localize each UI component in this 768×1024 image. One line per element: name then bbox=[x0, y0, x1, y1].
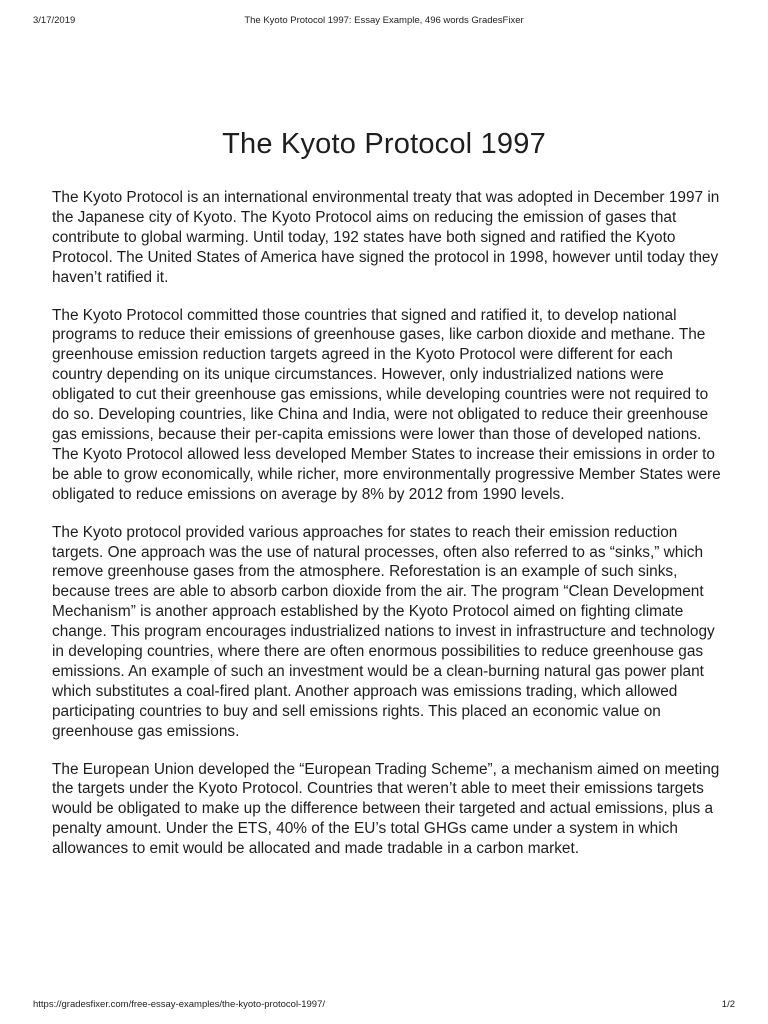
essay-body bbox=[52, 188, 722, 877]
essay-paragraph: The Kyoto protocol provided various approaches for states to reach their emission reduction targets. One approach was the use of natural processes, often also referred to as “sinks,” which remove greenhouse gases from the atmosphere. Reforestation is an example of such sinks, because trees are able to absorb carbon dioxide from the air. The program “Clean Development Mechanism” is another approach established by the Kyoto Protocol aimed on fighting climate change. This program encourages industrialized nations to invest in infrastructure and technology in developing countries, where there are often enormous possibilities to reduce greenhouse gas emissions. An example of such an investment would be a clean-burning natural gas power plant which substitutes a coal-fired plant. Another approach was emissions trading, which allowed participating countries to buy and sell emissions rights. This placed an economic value on greenhouse gas emissions. bbox=[52, 523, 715, 740]
page-number: 1/2 bbox=[721, 999, 735, 1010]
source-url: https://gradesfixer.com/free-essay-examples/the-kyoto-protocol-1997/ bbox=[33, 999, 325, 1010]
print-header bbox=[33, 14, 735, 28]
page-title: The Kyoto Protocol 1997 bbox=[222, 128, 546, 160]
print-date: 3/17/2019 bbox=[33, 15, 76, 26]
essay-paragraph: The Kyoto Protocol is an international environmental treaty that was adopted in December 1997 in the Japanese city of Kyoto. The Kyoto Protocol aims on reducing the emission of gases that contribute to global warming. Until today, 192 states have both signed and ratified the Kyoto Protocol. The United States of America have signed the protocol in 1998, however until today they haven’t ratified it. bbox=[52, 189, 720, 286]
print-footer bbox=[33, 998, 735, 1012]
essay-paragraph: The Kyoto Protocol committed those countries that signed and ratified it, to develop national programs to reduce their emissions of greenhouse gases, like carbon dioxide and methane. The greenhouse emission reduction targets agreed in the Kyoto Protocol were different for each country depending on its unique circumstances. However, only industrialized nations were obligated to cut their greenhouse gas emissions, while developing countries were not required to do so. Developing countries, like China and India, were not obligated to reduce their greenhouse gas emissions, because their per-capita emissions were lower than those of developed nations. The Kyoto Protocol allowed less developed Member States to increase their emissions in order to be able to grow economically, while richer, more environmentally progressive Member States were obligated to reduce emissions on average by 8% by 2012 from 1990 levels. bbox=[52, 306, 721, 503]
essay-paragraph: The European Union developed the “European Trading Scheme”, a mechanism aimed on meeting the targets under the Kyoto Protocol. Countries that weren’t able to meet their emissions targets would be obligated to make up the difference between their targeted and actual emissions, plus a penalty amount. Under the ETS, 40% of the EU’s total GHGs came under a system in which allowances to emit would be allocated and made tradable in a carbon market. bbox=[52, 760, 720, 858]
print-document-title: The Kyoto Protocol 1997: Essay Example, 496 words GradesFixer bbox=[244, 15, 524, 26]
